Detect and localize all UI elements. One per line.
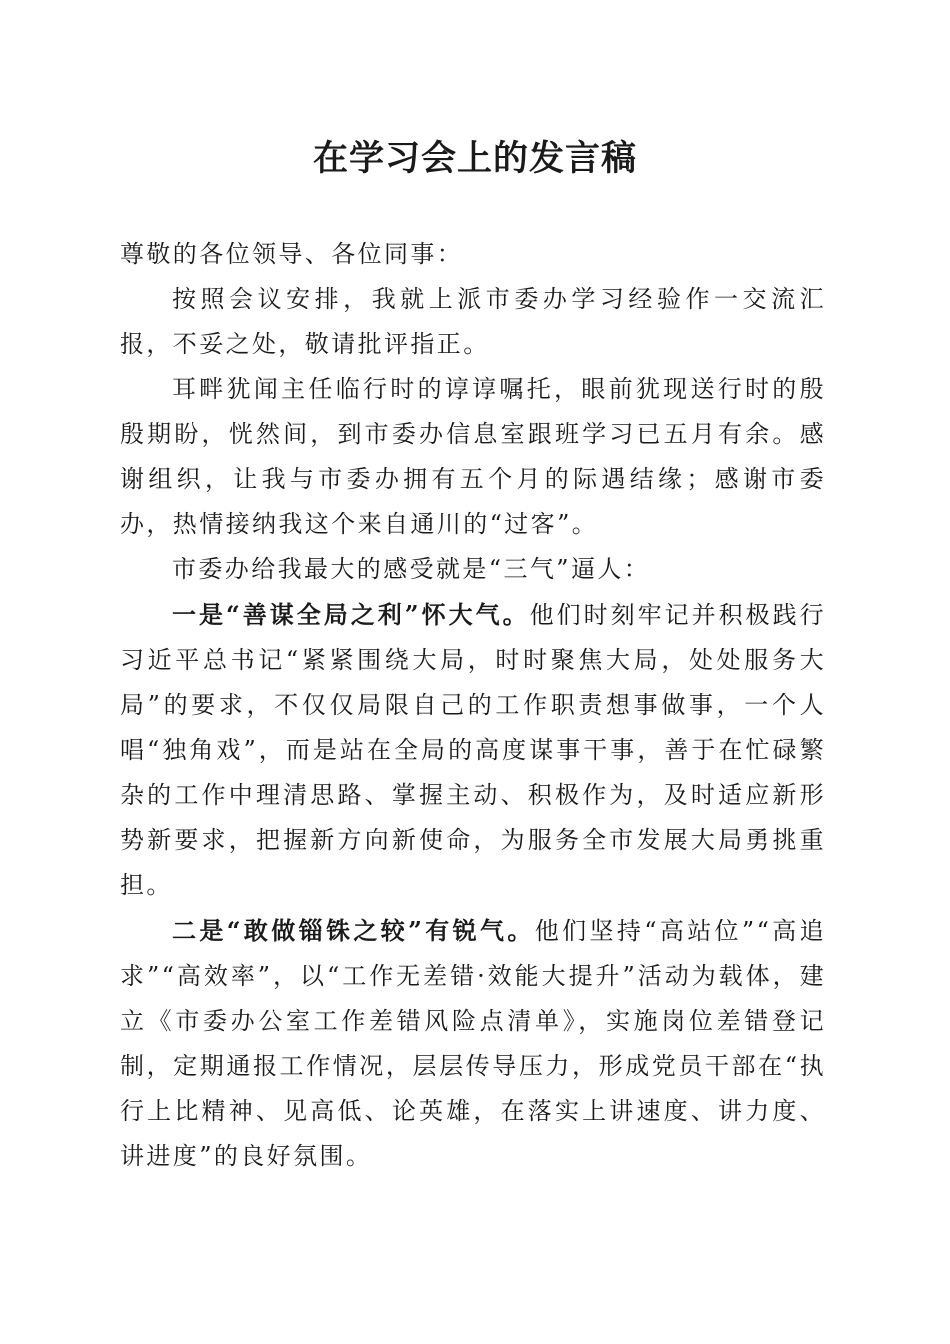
paragraph-three-qi <box>120 547 826 592</box>
paragraph-text: 按照会议安排，我就上派市委办学习经验作一交流汇报，不妥之处，敬请批评指正。 <box>120 285 826 358</box>
paragraph-text: 耳畔犹闻主任临行时的谆谆嘱托，眼前犹现送行时的殷殷期盼，恍然间，到市委办信息室跟班学习已五月有余。感谢组织，让我与市委办拥有五个月的际遇结缘；感谢市委办，热情接纳我这个来自通川的“过客”。 <box>120 375 826 538</box>
paragraph-text: 他们坚持“高站位”“高追求”“高效率”，以“工作无差错·效能大提升”活动为载体，建立《市委办公室工作差错风险点清单》，实施岗位差错登记制，定期通报工作情况，层层传导压力，形成党员干部在“执行上比精神、见高低、论英雄，在落实上讲速度、讲力度、讲进度”的良好氛围。 <box>120 917 826 1170</box>
paragraph-text: 他们时刻牢记并积极践行习近平总书记“紧紧围绕大局，时时聚焦大局，处处服务大局”的要求，不仅仅局限自己的工作职责想事做事，一个人唱“独角戏”，而是站在全局的高度谋事干事，善于在忙碌繁杂的工作中理清思路、掌握主动、积极作为，及时适应新形势新要求，把握新方向新使命，为服务全市发展大局勇挑重担。 <box>120 601 826 899</box>
paragraph-lead: 一是“善谋全局之利”怀大气。 <box>172 600 530 629</box>
document-title: 在学习会上的发言稿 <box>312 138 637 179</box>
paragraph-thanks <box>120 367 826 547</box>
paragraph-intro <box>120 277 826 367</box>
paragraph-point-one <box>120 592 826 908</box>
paragraph-lead: 二是“敢做锱铢之较”有锐气。 <box>172 916 535 945</box>
salutation: 尊敬的各位领导、各位同事： <box>120 240 464 268</box>
document-body <box>120 232 826 1179</box>
paragraph-text: 市委办给我最大的感受就是“三气”逼人： <box>172 555 651 583</box>
paragraph-point-two <box>120 908 826 1179</box>
